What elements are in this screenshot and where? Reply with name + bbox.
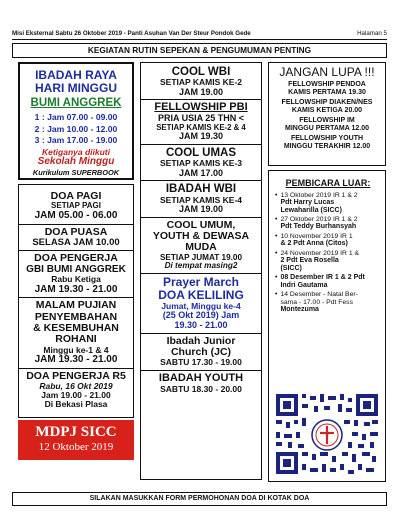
fellowship-pbi-title: FELLOWSHIP PBI xyxy=(154,101,248,114)
ibadah-youth-time: SABTU 18.30 - 20.00 xyxy=(160,383,242,394)
speaker-5-name: Indri Gautama xyxy=(280,281,328,289)
speaker-6-name: Montezuma xyxy=(280,306,319,314)
speaker-6-date: 14 Desember - Natal Ber- xyxy=(280,291,358,299)
divider xyxy=(19,224,133,225)
prayer-march-day: Jumat, Minggu ke-4 xyxy=(161,301,241,312)
cool-umum-location: Di tempat masing2 xyxy=(164,261,238,271)
cool-umum-title-3: MUDA xyxy=(185,241,217,254)
doa-puasa-time: SELASA JAM 10.00 xyxy=(32,237,120,249)
prayer-march-title-2: DOA KELILING xyxy=(158,288,244,303)
fellowship-im-time: MINGGU PERTAMA 12.00 xyxy=(284,124,369,132)
ibadah-youth-title: IBADAH YOUTH xyxy=(158,371,244,384)
qr-code-icon xyxy=(272,390,382,480)
speaker-item: • 14 Desember - Natal Ber- sama - 17.00 - Pdt Fess Montezuma xyxy=(275,291,358,314)
ibadah-raya-title-2: HARI MINGGU xyxy=(35,80,117,95)
doa-r5-time: Jam 19.00 - 21.00 xyxy=(41,390,111,401)
mdpj-banner xyxy=(18,420,134,460)
fellowship-pbi-age: PRIA USIA 25 THN < xyxy=(157,113,245,124)
speaker-3-date: 10 November 2019 IR 1 xyxy=(280,233,353,241)
malam-pujian-title-2: PENYEMBAHAN xyxy=(34,310,118,323)
ibadah-wbi-day: SETIAP KAMIS KE-4 xyxy=(159,194,243,205)
divider xyxy=(19,368,133,369)
junior-church-title: Ibadah Junior xyxy=(166,334,236,347)
divider xyxy=(141,144,261,145)
jangan-lupa-title: JANGAN LUPA !!! xyxy=(279,65,375,79)
ibadah-wbi-time: JAM 19.00 xyxy=(178,203,224,214)
doa-puasa-title: DOA PUASA xyxy=(44,225,108,238)
malam-pujian-title: MALAM PUJIAN xyxy=(35,299,117,312)
fellowship-pendoa-time: KAMIS PERTAMA 19.30 xyxy=(288,88,366,96)
divider xyxy=(141,370,261,371)
cool-umum-day: SETIAP JUMAT 19.00 xyxy=(159,252,243,262)
speaker-4-name: 2 Pdt Eva Rosella xyxy=(280,257,339,265)
speaker-4-name-2: (SICC) xyxy=(280,264,302,272)
doa-r5-title: DOA PENGERJA R5 xyxy=(26,369,126,382)
cool-wbi-time: JAM 19.00 xyxy=(178,86,224,97)
doa-pagi-sub: SETIAP PAGI xyxy=(51,201,101,211)
speaker-1-name: Pdt Harry Lucas xyxy=(280,199,335,207)
section-title: KEGIATAN RUTIN SEPEKAN & PENGUMUMAN PENTING xyxy=(12,43,387,58)
fellowship-pbi-day: SETIAP KAMIS KE-2 & 4 xyxy=(156,122,246,132)
speaker-item: • 08 Desember IR 1 & 2 Pdt Indri Gautama xyxy=(275,274,365,289)
speaker-2-date: 27 Oktober 2019 IR 1 & 2 xyxy=(280,216,358,224)
middle-schedule-box xyxy=(140,62,262,480)
speaker-item: • 10 November 2019 IR 1 & 2 Pdt Anna (Citos) xyxy=(275,233,353,248)
cool-umas-title: COOL UMAS xyxy=(165,147,237,160)
doa-r5-date: Rabu, 16 Okt 2019 xyxy=(39,381,113,392)
header-text: Misi Eksternal Sabtu 26 Oktober 2019 - Panti Asuhan Van Der Steur Pondok Gede xyxy=(12,30,251,37)
speaker-item: • 27 Oktober 2019 IR 1 & 2 Pdt Teddy Burhansyah xyxy=(275,216,358,231)
junior-church-time: SABTU 17.30 - 19.00 xyxy=(160,357,242,368)
speaker-2-name: Pdt Teddy Burhansyah xyxy=(280,223,357,231)
page-header xyxy=(12,28,387,40)
divider xyxy=(141,180,261,181)
left-schedule-box xyxy=(18,184,134,418)
cool-umas-time: JAM 17.00 xyxy=(178,167,224,178)
divider xyxy=(141,333,261,334)
doa-pengerja-location: GBI BUMI ANGGREK xyxy=(26,263,126,275)
speaker-item: • 13 Oktober 2019 IR 1 & 2 Pdt Harry Lucas Lewaharilla (SICC) xyxy=(275,191,358,214)
banner-date: 12 Oktober 2019 xyxy=(38,441,114,454)
prayer-march-title: Prayer March xyxy=(162,275,240,290)
cool-umas-day: SETIAP KAMIS KE-3 xyxy=(159,158,243,169)
fellowship-youth-time: MINGGU TERAKHIR 12.00 xyxy=(283,142,371,150)
prayer-march-date: (25 Okt 2019) Jam xyxy=(162,310,240,321)
speaker-3-name: & 2 Pdt Anna (Citos) xyxy=(280,240,348,248)
banner-title: MDPJ SICC xyxy=(35,424,117,440)
speaker-6-detail: sama - 17.00 - Pdt Fess xyxy=(280,298,353,306)
ibadah-raya-location: BUMI ANGGREK xyxy=(30,96,122,109)
divider xyxy=(141,273,261,274)
malam-pujian-title-4: ROHANI xyxy=(55,333,97,346)
jangan-lupa-box xyxy=(268,62,386,166)
footer-note: SILAKAN MASUKKAN FORM PERMOHONAN DOA DI KOTAK DOA xyxy=(12,492,387,506)
divider xyxy=(141,99,261,100)
doa-pengerja-day: Rabu Ketiga xyxy=(51,274,101,285)
divider xyxy=(19,297,133,298)
cool-wbi-day: SETIAP KAMIS KE-2 xyxy=(159,77,243,88)
fellowship-youth: FELLOWSHIP YOUTH xyxy=(290,135,364,143)
note-2: Sekolah Minggu xyxy=(37,156,115,168)
schedule-3: 3 : Jam 17.00 - 19.00 xyxy=(34,134,118,145)
doa-pagi-title: DOA PAGI xyxy=(50,190,102,202)
doa-r5-location: Di Bekasi Plasa xyxy=(44,399,108,410)
ibadah-wbi-title: IBADAH WBI xyxy=(165,183,237,196)
page-number: Halaman 5 xyxy=(357,30,387,37)
speaker-4-date: 24 November 2019 IR 1 & xyxy=(280,249,360,257)
doa-pagi-time: JAM 05.00 - 06.00 xyxy=(34,209,118,221)
divider xyxy=(19,250,133,251)
speaker-1-name-2: Lewaharilla (SICC) xyxy=(280,206,342,214)
qr-code[interactable] xyxy=(272,390,382,480)
fellowship-pbi-time: JAM 19.30 xyxy=(178,131,224,142)
fellowship-diaken-time: KAMIS KETIGA 20.00 xyxy=(291,106,363,114)
fellowship-pendoa: FELLOWSHIP PENDOA xyxy=(288,80,366,88)
malam-pujian-title-3: & KESEMBUHAN xyxy=(33,322,119,335)
cool-wbi-title: COOL WBI xyxy=(171,66,231,78)
speaker-item: • 24 November 2019 IR 1 & 2 Pdt Eva Rosella (SICC) xyxy=(275,249,360,272)
malam-pujian-day: Minggu ke-1 & 4 xyxy=(43,344,109,355)
divider xyxy=(141,217,261,218)
fellowship-im: FELLOWSHIP IM xyxy=(299,117,355,125)
schedule-1: 1 : Jam 07.00 - 09.00 xyxy=(34,112,118,123)
pembicara-title: PEMBICARA LUAR: xyxy=(285,178,371,188)
note-1: Ketiganya diikuti xyxy=(41,147,110,158)
fellowship-diaken: FELLOWSHIP DIAKEN/NES xyxy=(281,99,373,107)
cool-umum-title: COOL UMUM, xyxy=(166,218,236,231)
ibadah-raya-box xyxy=(18,62,134,180)
cool-umum-title-2: YOUTH & DEWASA xyxy=(152,229,250,242)
doa-pengerja-title: DOA PENGERJA xyxy=(34,252,118,265)
schedule-2: 2 : Jam 10.00 - 12.00 xyxy=(34,123,118,134)
ibadah-raya-title: IBADAH RAYA xyxy=(35,68,117,82)
speaker-5-date: 08 Desember IR 1 & 2 Pdt xyxy=(280,274,365,282)
speaker-1-date: 13 Oktober 2019 IR 1 & 2 xyxy=(280,191,358,199)
malam-pujian-time: JAM 19.30 - 21.00 xyxy=(34,353,118,365)
doa-pengerja-time: JAM 19.30 - 21.00 xyxy=(34,283,118,295)
note-3: Kurikulum SUPERBOOK xyxy=(32,168,120,178)
junior-church-title-2: Church (JC) xyxy=(170,346,232,359)
prayer-march-time: 19.30 - 21.00 xyxy=(174,320,228,331)
